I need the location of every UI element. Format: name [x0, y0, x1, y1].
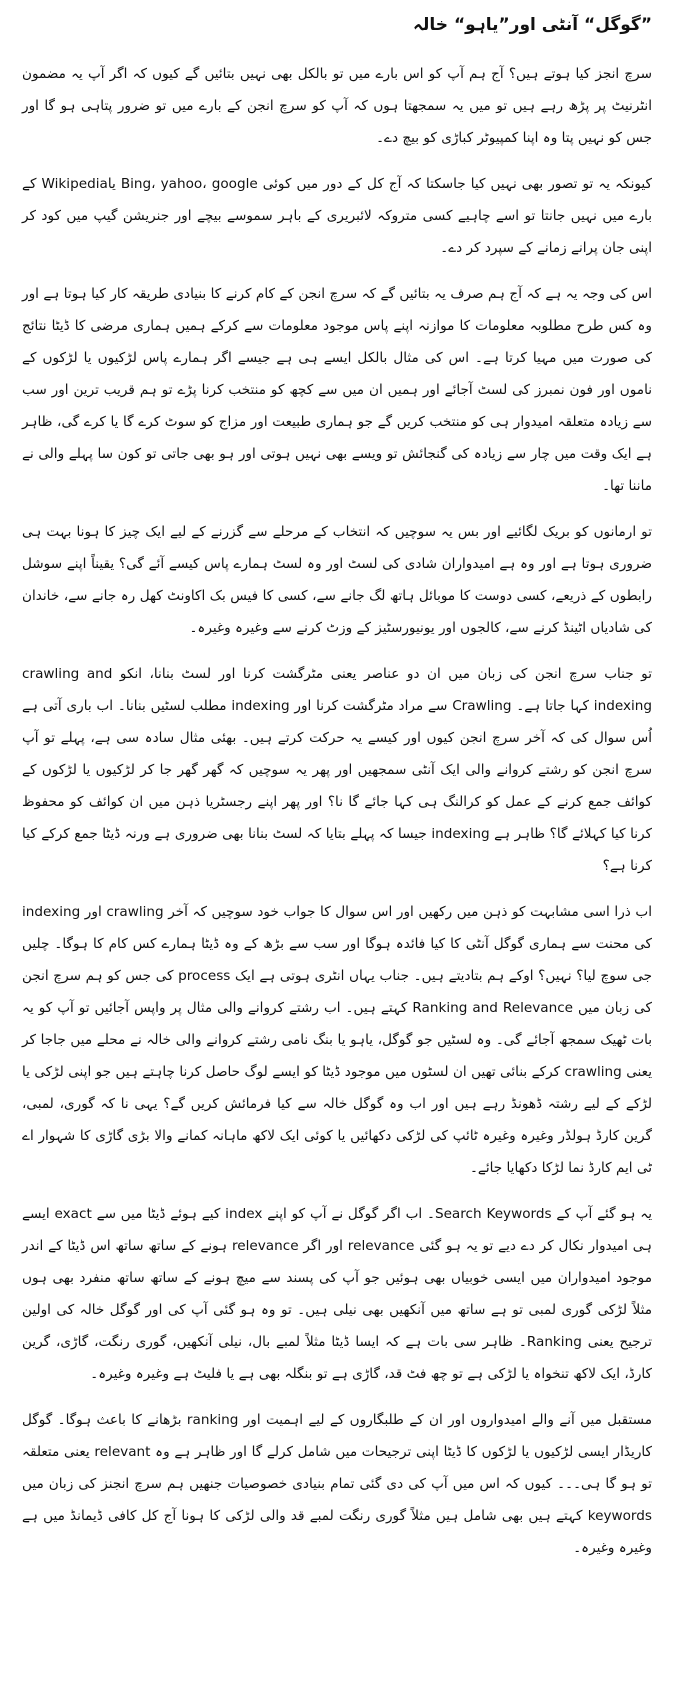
paragraph: تو جناب سرچ انجن کی زبان میں ان دو عناصر یعنی مٹرگشت کرنا اور لسٹ بنانا، انکو crawling and indexing کہا جاتا ہے۔ Crawling سے مراد مٹرگشت کرنا اور indexing مطلب لسٹیں بنانا۔ اب باری آتی ہے اُس سوال کی کہ آخر سرچ انجن کیوں اور کیسے یہ حرکت کرتے ہیں۔ بھئی مثال سادہ سی ہے، پہلے تو آپ سرچ انجن کو رشتے کروانے والی ایک آنٹی سمجھیں اور پھر یہ سوچیں کہ گھر گھر جا کر لڑکیوں یا لڑکوں کے کوائف جمع کرنے کے عمل کو کرالنگ ہی کہا جائے گا نا؟ اور پھر اپنے رجسٹریا ذہن میں ان کوائف کو محفوظ کرنا کیا کہلائے گا؟ ظاہر ہے indexing جیسا کہ پہلے بتایا کہ لسٹ بنانا بھی ضروری ہے ورنہ ڈیٹا جمع کرکے کیا کرنا ہے؟ [22, 666, 653, 874]
paragraph: سرچ انجز کیا ہوتے ہیں؟ آج ہم آپ کو اس بارے میں تو بالکل بھی نہیں بتائیں گے کیوں کہ اگر آپ یہ مضمون انٹرنیٹ پر پڑھ رہے ہیں تو میں یہ سمجھتا ہوں کہ آپ کو سرچ انجن کے بارے میں تو ضرور پتاہی ہو گا اور جس کو نہیں پتا وہ اپنا کمپیوٹر کباڑی کو بیچ دے۔ [22, 66, 652, 146]
paragraph: اب ذرا اسی مشابہت کو ذہن میں رکھیں اور اس سوال کا جواب خود سوچیں کہ آخر crawling اور indexing کی محنت سے ہماری گوگل آنٹی کا کیا فائدہ ہوگا اور سب سے بڑھ کے وہ ڈیٹا ہمارے کس کام کا ہوگا۔ چلیں جی سوچ لیا؟ نہیں؟ اوکے ہم بتادیتے ہیں۔ جناب یہاں انٹری ہوتی ہے ایک process کی جس کو ہم سرچ انجن کی زبان میں Ranking and Relevance کہتے ہیں۔ اب رشتے کروانے والی مثال پر واپس آجائیں تو آپ کو یہ بات ٹھیک سمجھ آجائے گی۔ وہ لسٹیں جو گوگل، یاہو یا بنگ نامی رشتے کروانے والی خالہ نے محلے میں جاجا کر یعنی crawling کرکے بنائی تھیں ان لسٹوں میں موجود ڈیٹا کو ایسے لوگ حاصل کرنا چاہتے ہیں جو اپنی لڑکی یا لڑکے کے لیے رشتہ ڈھونڈ رہے ہیں اور اب وہ گوگل خالہ سے کیا فرمائش کریں گے؟ یہی نا کہ گوری، لمبی، گرین کارڈ ہولڈر وغیرہ وغیرہ ٹائپ کی لڑکی دکھائیں یا کوئی ایک لاکھ ماہانہ کمانے والا بڑی گاڑی کا شہوار اے ٹی ایم کارڈ نما لڑکا دکھایا جائے۔ [22, 904, 652, 1176]
paragraph: اس کی وجہ یہ ہے کہ آج ہم صرف یہ بتائیں گے کہ سرچ انجن کے کام کرنے کا بنیادی طریقہ کار کیا ہوتا ہے اور وہ کس طرح مطلوبہ معلومات کا موازنہ اپنے پاس موجود معلومات سے کرکے ہمیں ہماری مرضی کا ڈیٹا نتائج کی صورت میں مہیا کرتا ہے۔ اس کی مثال بالکل ایسے ہی ہے جیسے اگر ہمارے پاس لڑکیوں یا لڑکوں کے ناموں اور فون نمبرز کی لسٹ آجائے اور ہمیں ان میں سے کچھ کو منتخب کرنا پڑے تو ہم قریب ترین اور سب سے زیادہ متعلقہ امیدوار ہی کو منتخب کریں گے جو ہماری طبیعت اور مزاج کو سوٹ کرے گا یا کرے گی، ظاہر ہے ایک وقت میں چار سے زیادہ کی گنجائش تو ویسے بھی نہیں ہوتی اور ہو بھی جاتی تو کون سا پہلے والی نے ماننا تھا۔ [22, 286, 652, 494]
paragraph: یہ ہو گئے آپ کے Search Keywords۔ اب اگر گوگل نے آپ کو اپنے index کیے ہوئے ڈیٹا میں سے exact ایسے ہی امیدوار نکال کر دے دیے تو یہ ہو گئی relevance اور اگر relevance ہونے کے ساتھ ساتھ اس ڈیٹا کے اندر موجود امیدواران میں ایسی خوبیاں بھی ہوئیں جو آپ کی پسند سے میچ ہونے کے ساتھ ساتھ منفرد بھی ہوں مثلاً لڑکی گوری لمبی تو ہے ساتھ میں آنکھیں بھی نیلی ہیں۔ تو وہ ہو گئی آپ کی اور گوگل خالہ کی اولین ترجیح یعنی Ranking۔ ظاہر سی بات ہے کہ ایسا ڈیٹا مثلاً لمبے بال، نیلی آنکھیں، گوری رنگت، گاڑی، گرین کارڈ، ایک لاکھ تنخواہ یا لڑکی ہے تو چھ فٹ قد، گاڑی ہے تو بنگلہ بھی ہے یا فلیٹ ہے وغیرہ وغیرہ۔ [22, 1206, 652, 1382]
paragraph: کیونکہ یہ تو تصور بھی نہیں کیا جاسکتا کہ آج کل کے دور میں کوئی Bing، yahoo، google یاWikipedia کے بارے میں نہیں جانتا تو اسے چاہیے کسی متروکہ لائبریری کے باہر سموسے بیچے اور جنریشن گیپ میں کود کر اپنی جان پرانے زمانے کے سپرد کر دے۔ [22, 176, 653, 256]
paragraph: مستقبل میں آنے والے امیدواروں اور ان کے طلبگاروں کے لیے اہمیت اور ranking بڑھانے کا باعث ہوگا۔ گوگل کاریڈار ایسی لڑکیوں یا لڑکوں کا ڈیٹا اپنی ترجیحات میں شامل کرلے گا اور ظاہر ہے وہ relevant یعنی متعلقہ تو ہو گا ہی۔۔۔ کیوں کہ اس میں آپ کی دی گئی تمام بنیادی خصوصیات جنھیں ہم سرچ انجنز کی زبان میں keywords کہتے ہیں بھی شامل ہیں مثلاً گوری رنگت لمبے قد والی لڑکی کا ہونا آج کل کافی ڈیمانڈ میں ہے وغیرہ وغیرہ۔ [22, 1412, 652, 1556]
article-title: ”گوگل“ آنٹی اور”یاہو“ خالہ [413, 15, 652, 35]
paragraph: تو ارمانوں کو بریک لگائیے اور بس یہ سوچیں کہ انتخاب کے مرحلے سے گزرنے کے لیے ایک چیز کا ہونا بہت ہی ضروری ہوتا ہے اور وہ ہے امیدواران شادی کی لسٹ اور وہ لسٹ ہمارے پاس کیسے آئے گی؟ یقیناً اپنے سوشل رابطوں کے ذریعے، کسی دوست کا موبائل ہاتھ لگ جانے سے، کسی کا فیس بک اکاونٹ کھل رہ جانے سے، خاندان کی شادیاں اٹینڈ کرنے سے، کالجوں اور یونیورسٹیز کے وزٹ کرنے سے وغیرہ وغیرہ۔ [22, 524, 652, 636]
